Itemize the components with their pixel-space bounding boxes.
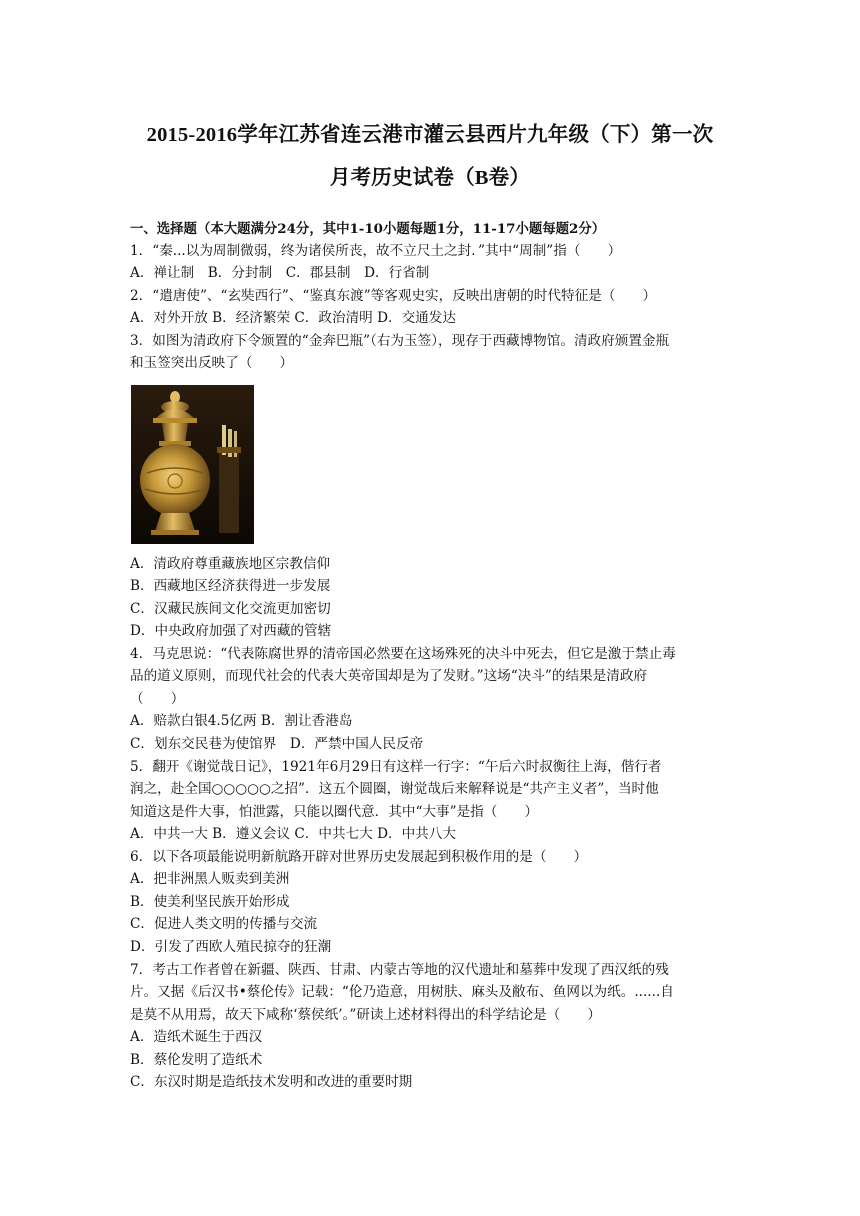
question-1-stem: 1．“秦...以为周制微弱，终为诸侯所丧，故不立尺土之封．”其中“周制”指（ ） — [130, 243, 622, 259]
question-6-option-a: A．把非洲黑人贩卖到美洲 — [130, 871, 290, 887]
question-3-option-b: B．西藏地区经济获得进一步发展 — [130, 578, 331, 594]
question-7-stem-line-2: 片。又据《后汉书•蔡伦传》记载：“伦乃造意，用树肤、麻头及敝布、鱼网以为纸。......自 — [130, 984, 674, 1000]
question-5-stem-line-1: 5．翻开《谢觉哉日记》，1921年6月29日有这样一行字：“午后六时叔衡往上海，偕行者 — [130, 759, 662, 775]
question-3-stem-line-2: 和玉签突出反映了（ ） — [130, 355, 294, 371]
exam-title-line-1: 2015-2016学年江苏省连云港市灌云县西片九年级（下）第一次 — [146, 124, 714, 146]
question-4-stem-line-2: 品的道义原则，而现代社会的代表大英帝国却是为了发财。”这场“决斗”的结果是清政府 — [130, 668, 648, 684]
question-7-option-b: B．蔡伦发明了造纸术 — [130, 1052, 263, 1068]
question-4-stem-line-1: 4．马克思说：“代表陈腐世界的清帝国必然要在这场殊死的决斗中死去，但它是激于禁止毒 — [130, 646, 676, 662]
question-5-stem-line-3: 知道这是件大事，怕泄露，只能以圈代意．其中“大事”是指（ ） — [130, 804, 539, 820]
question-3-stem-line-1: 3．如图为清政府下令颁置的“金奔巴瓶”（右为玉签），现存于西藏博物馆。清政府颁置金瓶 — [130, 333, 670, 349]
question-7-stem-line-1: 7．考古工作者曾在新疆、陕西、甘肃、内蒙古等地的汉代遗址和墓葬中发现了西汉纸的残 — [130, 962, 669, 978]
question-6-option-b: B．使美利坚民族开始形成 — [130, 894, 290, 910]
question-4-stem-line-3: （ ） — [130, 691, 185, 707]
question-2-options: A．对外开放 B．经济繁荣 C．政治清明 D．交通发达 — [130, 310, 456, 326]
question-6-option-d: D．引发了西欧人殖民掠夺的狂潮 — [130, 939, 332, 955]
section-heading: 一、选择题（本大题满分24分，其中1-10小题每题1分，11-17小题每题2分） — [130, 221, 606, 237]
question-6-stem: 6．以下各项最能说明新航路开辟对世界历史发展起到积极作用的是（ ） — [130, 849, 588, 865]
question-7-option-c: C．东汉时期是造纸技术发明和改进的重要时期 — [130, 1074, 413, 1090]
question-3-option-a: A．清政府尊重藏族地区宗教信仰 — [130, 556, 331, 572]
question-2-stem: 2．“遣唐使”、“玄奘西行”、“鉴真东渡”等客观史实，反映出唐朝的时代特征是（ ） — [130, 288, 657, 304]
question-5-stem-line-2: 润之，赴全国○○○○○之招”．这五个圆圈，谢觉哉后来解释说是“共产主义者”，当时他 — [130, 781, 659, 797]
question-4-options-cd: C．划东交民巷为使馆界 D．严禁中国人民反帝 — [130, 736, 424, 752]
golden-urn-photo-icon — [131, 385, 254, 544]
question-3-option-c: C．汉藏民族间文化交流更加密切 — [130, 601, 331, 617]
question-4-options-ab: A．赔款白银4.5亿两 B．割让香港岛 — [130, 713, 353, 729]
question-3-option-d: D．中央政府加强了对西藏的管辖 — [130, 623, 332, 639]
exam-title-line-2: 月考历史试卷（B卷） — [329, 167, 531, 189]
question-7-stem-line-3: 是莫不从用焉，故天下咸称‘蔡侯纸’。”研读上述材料得出的科学结论是（ ） — [130, 1007, 601, 1023]
question-7-option-a: A．造纸术诞生于西汉 — [130, 1029, 263, 1045]
question-1-options: A．禅让制 B．分封制 C．郡县制 D．行省制 — [130, 265, 430, 281]
question-5-options: A．中共一大 B．遵义会议 C．中共七大 D．中共八大 — [130, 826, 456, 842]
question-6-option-c: C．促进人类文明的传播与交流 — [130, 916, 318, 932]
